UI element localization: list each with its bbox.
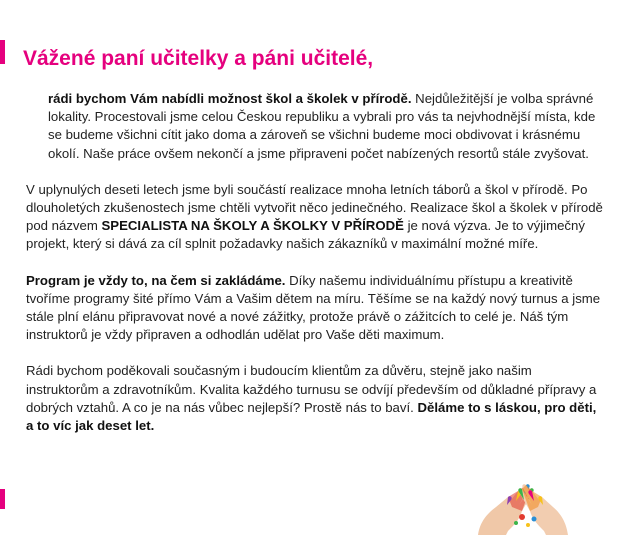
intro-bold: rádi bychom Vám nabídli možnost škol a školek v přírodě. bbox=[48, 91, 412, 106]
accent-bar-top bbox=[0, 40, 5, 64]
paragraph-intro bbox=[26, 90, 606, 163]
letter-heading: Vážené paní učitelky a páni učitelé, bbox=[23, 47, 374, 70]
program-text: Díky našemu individuálnímu přístupu a kreativitě tvoříme programy šité přímo Vám a Vašim dětem na míru. Těšíme se na každý nový turnus a jsme stále plní elánu připravovat nové a nové zážitky, protože právě o zážitcích to celé je. Náš tým instruktorů je vždy připraven a odhodlán udělat pro Vaše děti maximum. bbox=[26, 272, 601, 343]
program-bold: Program je vždy to, na čem si zakládáme. bbox=[26, 272, 286, 288]
paragraph-history bbox=[26, 181, 606, 254]
thanks-text: Rádi bychom poděkovali současným i budoucím klientům za důvěru, stejně jako našim instruktorům a zdravotníkům. Kvalita každého turnusu se odvíjí především od důkladné přípravy a dobrých vztahů. A co je na nás vůbec nejlepší? Prostě nás to baví. bbox=[26, 363, 597, 415]
letter-body bbox=[26, 90, 606, 453]
paragraph-program bbox=[26, 272, 606, 345]
project-name: SPECIALISTA NA ŠKOLY A ŠKOLKY V PŘÍRODĚ bbox=[101, 218, 404, 234]
closing-bold: Děláme to s láskou, pro děti, a to víc jak deset let. bbox=[26, 399, 597, 434]
history-text-after: je nová výzva. Je to výjimečný projekt, který si dává za cíl splnit požadavky našich zákazníků v maximální možné míře. bbox=[26, 218, 585, 252]
intro-text: Nejdůležitější je volba správné lokality. Procestovali jsme celou Českou republiku a vybrali pro vás ta nejvhodnější místa, kde se budeme všichni cítit jako doma a zároveň se všichni budeme moci obdivovat i krásnému okolí. Naše práce ovšem nekončí a jsme připraveni počet nabízených resortů stále zvyšovat. bbox=[48, 91, 596, 161]
painted-hands-heart-image bbox=[460, 455, 585, 535]
history-text-before: V uplynulých deseti letech jsme byli součástí realizace mnoha letních táborů a škol v přírodě. Po dlouholetých zkušenostech jsme chtěli vytvořit něco jedinečného. Realizace škol a školek v přírodě pod názvem bbox=[26, 181, 603, 234]
paragraph-thanks bbox=[26, 362, 606, 435]
accent-bar-bottom bbox=[0, 489, 5, 509]
